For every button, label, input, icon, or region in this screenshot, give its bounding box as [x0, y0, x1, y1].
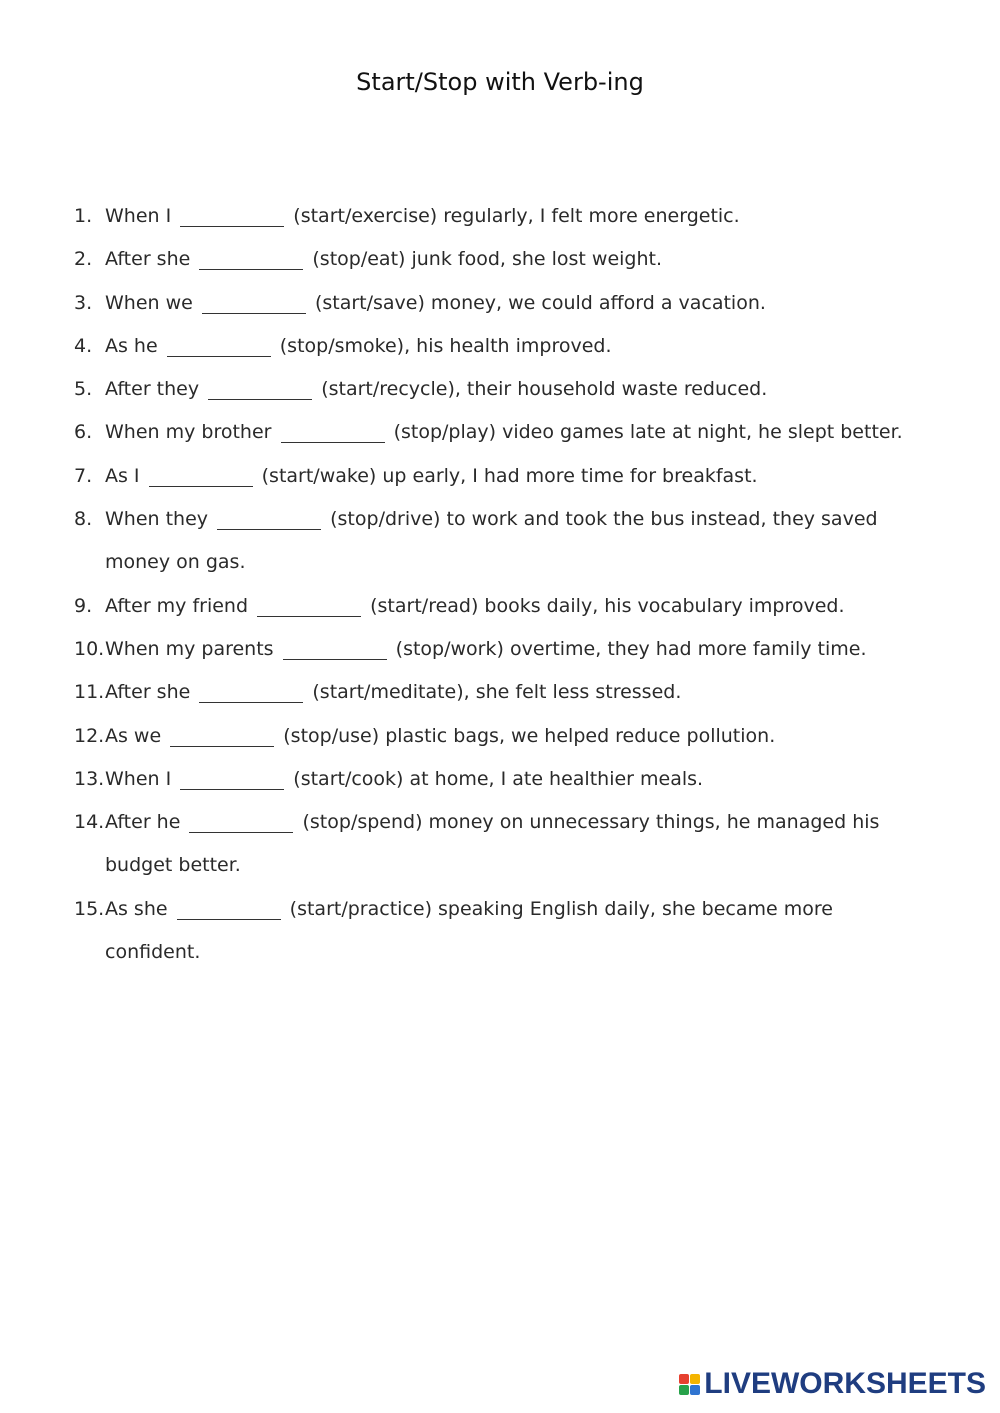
item-suffix: (start/exercise) regularly, I felt more energetic. [293, 205, 740, 227]
answer-blank-8[interactable] [217, 511, 321, 530]
logo-cell-icon [690, 1385, 700, 1395]
item-number: 11. [74, 681, 105, 704]
answer-blank-3[interactable] [202, 295, 306, 314]
item-number: 2. [74, 248, 93, 271]
exercise-item [74, 758, 934, 801]
item-suffix: (start/recycle), their household waste reduced. [321, 378, 768, 401]
answer-blank-5[interactable] [208, 381, 312, 400]
item-suffix: (start/read) books daily, his vocabulary improved. [370, 594, 845, 617]
item-suffix: (stop/drive) to work and took the bus instead, they saved money on gas. [105, 508, 878, 574]
item-prefix: As I [105, 464, 140, 487]
item-number: 13. [74, 767, 105, 790]
item-suffix: (stop/use) plastic bags, we helped reduce pollution. [283, 724, 776, 747]
item-number: 4. [74, 334, 93, 357]
item-suffix: (stop/eat) junk food, she lost weight. [312, 248, 663, 271]
logo-cell-icon [679, 1385, 689, 1395]
answer-blank-12[interactable] [170, 728, 274, 747]
item-prefix: As he [105, 334, 158, 357]
exercise-item [74, 411, 934, 454]
item-prefix: When my parents [105, 637, 274, 660]
item-number: 9. [74, 594, 93, 617]
item-suffix: (start/practice) speaking English daily, she became more confident. [105, 897, 833, 964]
item-number: 1. [74, 205, 93, 227]
item-prefix: After she [105, 248, 191, 271]
item-number: 14. [74, 811, 105, 834]
exercise-item [74, 238, 934, 281]
exercise-item [74, 888, 934, 975]
exercise-item [74, 715, 934, 758]
exercise-item [74, 455, 934, 498]
logo-icon [679, 1374, 700, 1395]
item-prefix: When we [105, 291, 193, 314]
exercise-item [74, 498, 934, 585]
answer-blank-15[interactable] [177, 901, 281, 920]
exercise-item [74, 801, 934, 888]
item-suffix: (start/save) money, we could afford a vacation. [314, 291, 766, 314]
item-prefix: After my friend [105, 594, 249, 617]
answer-blank-10[interactable] [283, 641, 387, 660]
item-prefix: After he [105, 811, 181, 834]
item-suffix: (start/meditate), she felt less stressed. [312, 681, 682, 704]
item-number: 5. [74, 378, 93, 401]
answer-blank-11[interactable] [199, 684, 303, 703]
item-number: 7. [74, 464, 93, 487]
exercise-item [74, 628, 934, 671]
item-suffix: (stop/smoke), his health improved. [279, 334, 612, 357]
item-suffix: (stop/spend) money on unnecessary things, he managed his budget better. [105, 811, 880, 877]
item-suffix: (stop/work) overtime, they had more family time. [395, 637, 867, 660]
logo-cell-icon [679, 1374, 689, 1384]
item-prefix: After they [105, 378, 200, 401]
item-prefix: As she [105, 897, 168, 920]
exercise-item [74, 585, 934, 628]
item-prefix: When I [105, 767, 172, 790]
item-number: 3. [74, 291, 93, 314]
liveworksheets-logo[interactable] [679, 1367, 986, 1401]
item-prefix: When I [105, 205, 172, 227]
item-prefix: When my brother [105, 421, 272, 444]
answer-blank-6[interactable] [281, 424, 385, 443]
item-suffix: (stop/play) video games late at night, he slept better. [393, 421, 903, 444]
item-prefix: When they [105, 508, 209, 531]
item-number: 15. [74, 897, 105, 920]
answer-blank-7[interactable] [149, 468, 253, 487]
exercise-item [74, 671, 934, 714]
item-number: 10. [74, 637, 105, 660]
answer-blank-14[interactable] [189, 814, 293, 833]
page-title: Start/Stop with Verb-ing [356, 68, 644, 96]
answer-blank-9[interactable] [257, 598, 361, 617]
exercise-item [74, 368, 934, 411]
exercise-item [74, 325, 934, 368]
exercise-item [74, 282, 934, 325]
item-number: 8. [74, 508, 93, 531]
item-prefix: As we [105, 724, 162, 747]
exercise-list [74, 195, 934, 974]
item-suffix: (start/cook) at home, I ate healthier meals. [293, 767, 704, 790]
answer-blank-13[interactable] [180, 771, 284, 790]
exercise-item [74, 195, 934, 238]
item-suffix: (start/wake) up early, I had more time for breakfast. [261, 464, 758, 487]
answer-blank-2[interactable] [199, 251, 303, 270]
answer-blank-4[interactable] [167, 338, 271, 357]
logo-cell-icon [690, 1374, 700, 1384]
answer-blank-1[interactable] [180, 208, 284, 227]
logo-text: LIVEWORKSHEETS [704, 1367, 986, 1400]
item-number: 6. [74, 421, 93, 444]
item-prefix: After she [105, 681, 191, 704]
item-number: 12. [74, 724, 105, 747]
